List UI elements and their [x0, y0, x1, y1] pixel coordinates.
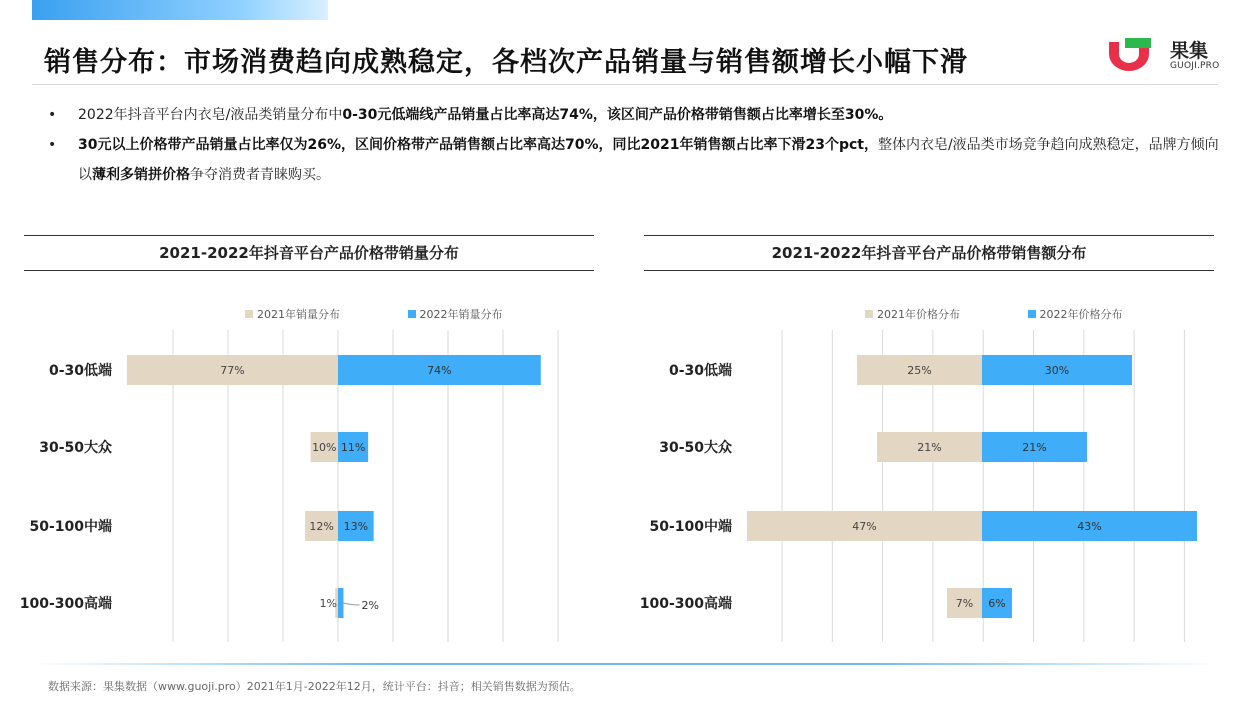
data-source-note: 数据来源：果集数据（www.guoji.pro）2021年1月-2022年12月，统计平台：抖音；相关销售数据为预估。 — [48, 680, 581, 693]
logo-domain: GUOJI.PRO — [1170, 61, 1220, 71]
top-accent-bar — [32, 0, 328, 20]
category-label: 100-300高端 — [19, 596, 112, 612]
legend-volume — [245, 306, 567, 322]
bullet-marker: • — [48, 107, 57, 123]
data-label-2022: 6% — [988, 597, 1006, 610]
legend-swatch — [1028, 310, 1036, 318]
legend-sales — [865, 306, 1187, 322]
category-label: 50-100中端 — [649, 519, 732, 535]
category-label: 0-30低端 — [668, 363, 732, 379]
footer-divider — [32, 663, 1218, 665]
legend-item — [408, 306, 503, 322]
legend-swatch — [245, 310, 253, 318]
category-label: 30-50大众 — [39, 440, 112, 456]
data-label-2022: 11% — [340, 441, 366, 454]
logo-name: 果集 — [1170, 40, 1209, 62]
legend-swatch — [408, 310, 416, 318]
bullet-marker: • — [48, 137, 57, 153]
volume-distribution-chart — [0, 330, 620, 640]
bullet-text: 2022年抖音平台内衣皂/液品类销量分布中 — [78, 107, 343, 123]
data-label-2022: 43% — [1077, 520, 1102, 533]
bar-2022 — [338, 588, 343, 618]
data-label-2022: 13% — [343, 520, 369, 533]
category-label: 100-300高端 — [639, 596, 732, 612]
category-label: 0-30低端 — [48, 363, 112, 379]
legend-swatch — [865, 310, 873, 318]
data-label-2022: 21% — [1022, 441, 1047, 454]
brand-logo — [1106, 30, 1226, 76]
legend-item — [865, 306, 960, 322]
legend-label: 2021年销量分布 — [257, 308, 340, 321]
data-label-2021: 10% — [312, 441, 337, 454]
data-label-2021: 21% — [917, 441, 942, 454]
data-label-2022: 2% — [361, 599, 379, 612]
data-label-2021: 7% — [955, 597, 974, 610]
bullet-item — [48, 100, 1228, 130]
summary-bullets — [48, 100, 1228, 190]
sales-distribution-chart — [620, 330, 1250, 640]
bullet-highlight: 0-30元低端线产品销量占比率高达74%，该区间产品价格带销售额占比率增长至30%。 — [342, 107, 893, 123]
legend-label: 2021年价格分布 — [877, 308, 960, 321]
title-divider — [32, 84, 1218, 85]
category-label: 50-100中端 — [29, 519, 112, 535]
data-label-2021: 1% — [319, 597, 337, 610]
category-label: 30-50大众 — [659, 440, 732, 456]
data-label-2022: 30% — [1044, 364, 1070, 377]
legend-label: 2022年价格分布 — [1039, 308, 1123, 321]
bullet-highlight: 30元以上价格带产品销量占比率仅为26%，区间价格带产品销售额占比率高达70%，同比2021年销售额占比率下滑23个pct， — [78, 137, 878, 153]
data-label-2021: 47% — [852, 520, 877, 533]
data-label-2021: 12% — [309, 520, 334, 533]
data-label-2021: 77% — [220, 364, 245, 377]
bullet-text: 整体内衣皂/液品类市场竞争趋向成熟稳定，品牌方倾向以 — [78, 137, 1219, 183]
data-label-2022: 74% — [427, 364, 452, 377]
page-title: 销售分布：市场消费趋向成熟稳定，各档次产品销量与销售额增长小幅下滑 — [44, 47, 968, 78]
legend-item — [245, 306, 340, 322]
legend-item — [1028, 306, 1123, 322]
leader-line — [343, 603, 359, 605]
bullet-text: 争夺消费者青睐购买。 — [190, 167, 330, 183]
chart-title-volume: 2021-2022年抖音平台产品价格带销量分布 — [24, 235, 594, 271]
bullet-item — [48, 130, 1228, 190]
data-label-2021: 25% — [907, 364, 932, 377]
chart-title-sales: 2021-2022年抖音平台产品价格带销售额分布 — [644, 235, 1214, 271]
legend-label: 2022年销量分布 — [419, 308, 503, 321]
bullet-highlight: 薄利多销拼价格 — [92, 167, 190, 183]
guoji-logo-icon — [1106, 34, 1152, 74]
